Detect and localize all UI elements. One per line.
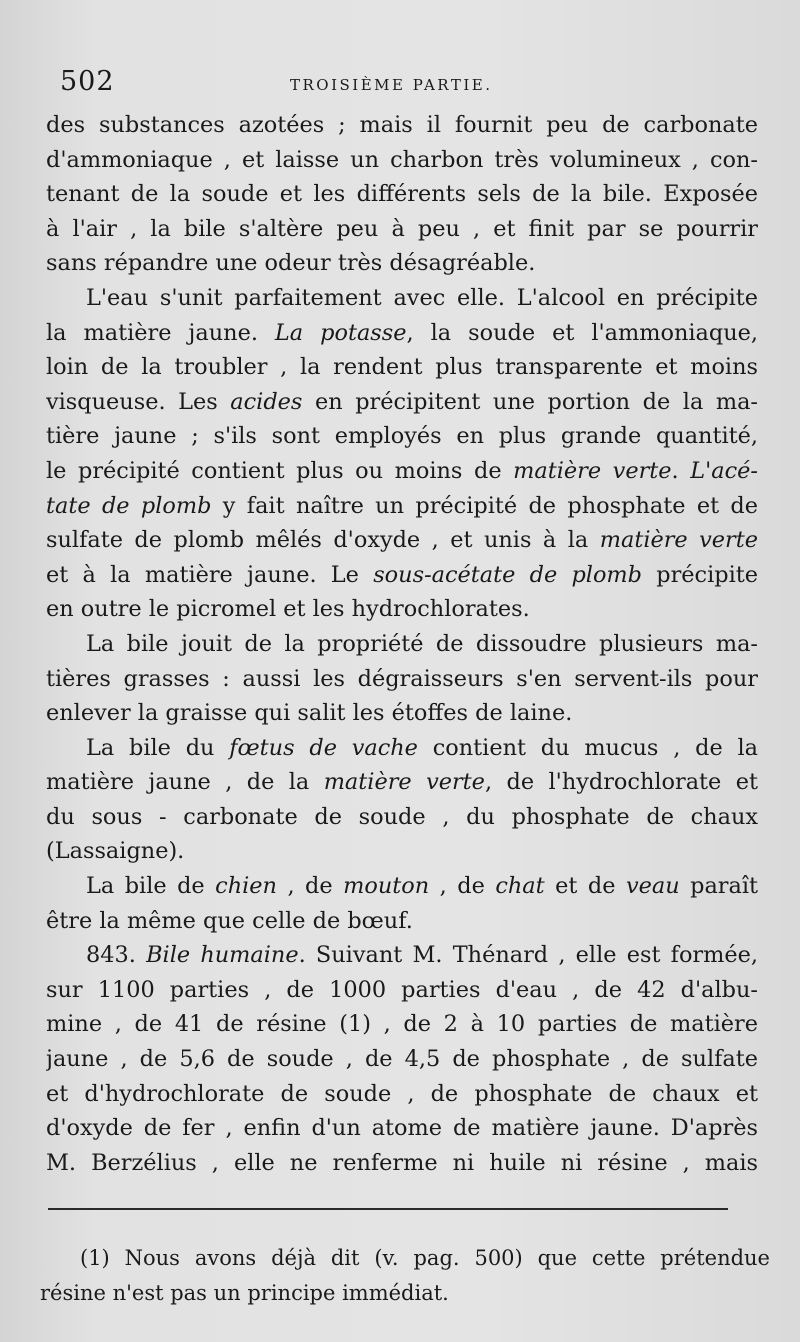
text-line: tate de plomb y fait naître un précipité de phosphate et de — [46, 492, 758, 519]
text-line: du sous - carbonate de soude , du phosphate de chaux — [46, 803, 758, 830]
text-line: tenant de la soude et les différents sels de la bile. Exposée — [46, 181, 758, 208]
text-line: à l'air , la bile s'altère peu à peu , et finit par se pourrir — [46, 215, 758, 242]
text-line: sur 1100 parties , de 1000 parties d'eau , de 42 d'albu- — [46, 976, 758, 1003]
text-line: mine , de 41 de résine (1) , de 2 à 10 parties de matière — [46, 1011, 758, 1038]
text-line: sans répandre une odeur très désagréable. — [46, 250, 536, 277]
footnote — [40, 1240, 770, 1309]
footnote-line: résine n'est pas un principe immédiat. — [40, 1280, 449, 1305]
page-number: 502 — [60, 66, 115, 97]
footnote-divider — [48, 1208, 728, 1210]
text-line: en outre le picromel et les hydrochlorates. — [46, 596, 530, 623]
running-title: TROISIÈME PARTIE. — [290, 76, 493, 94]
text-line: (Lassaigne). — [46, 838, 185, 865]
text-line: M. Berzélius , elle ne renferme ni huile ni résine , mais — [46, 1149, 758, 1176]
text-line: loin de la troubler , la rendent plus transparente et moins — [46, 354, 758, 381]
text-line: d'oxyde de fer , enfin d'un atome de matière jaune. D'après — [46, 1115, 758, 1142]
text-line: tière jaune ; s'ils sont employés en plus grande quantité, — [46, 423, 758, 450]
body-text — [46, 108, 758, 1180]
text-line: La bile jouit de la propriété de dissoudre plusieurs ma- — [86, 630, 758, 657]
text-line: tières grasses : aussi les dégraisseurs s'en servent-ils pour — [46, 665, 758, 692]
text-line: enlever la graisse qui salit les étoffes de laine. — [46, 700, 573, 727]
text-line: le précipité contient plus ou moins de matière verte. L'acé- — [46, 457, 758, 484]
text-line: matière jaune , de la matière verte, de l'hydrochlorate et — [46, 769, 758, 796]
text-line: jaune , de 5,6 de soude , de 4,5 de phosphate , de sulfate — [46, 1046, 758, 1073]
footnote-line: (1) Nous avons déjà dit (v. pag. 500) que cette prétendue — [80, 1246, 770, 1270]
text-line: 843. Bile humaine. Suivant M. Thénard , elle est formée, — [86, 942, 758, 969]
text-line: La bile du fœtus de vache contient du mucus , de la — [86, 734, 758, 761]
text-line: L'eau s'unit parfaitement avec elle. L'alcool en précipite — [86, 284, 758, 311]
text-line: et à la matière jaune. Le sous-acétate de plomb précipite — [46, 561, 758, 588]
text-line: sulfate de plomb mêlés d'oxyde , et unis à la matière verte — [46, 527, 758, 554]
text-line: être la même que celle de bœuf. — [46, 907, 413, 934]
text-line: la matière jaune. La potasse, la soude et l'ammoniaque, — [46, 319, 758, 346]
text-line: des substances azotées ; mais il fournit peu de carbonate — [46, 112, 758, 138]
text-line: visqueuse. Les acides en précipitent une portion de la ma- — [46, 388, 758, 415]
text-line: La bile de chien , de mouton , de chat et de veau paraît — [86, 873, 758, 900]
text-line: et d'hydrochlorate de soude , de phosphate de chaux et — [46, 1080, 758, 1107]
text-line: d'ammoniaque , et laisse un charbon très volumineux , con- — [46, 146, 758, 173]
page-header — [60, 66, 760, 106]
